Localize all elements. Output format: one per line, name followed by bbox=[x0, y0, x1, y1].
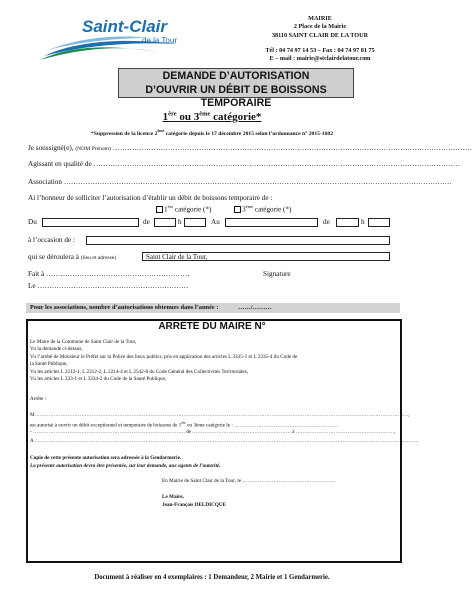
lieu-label: qui se déroulera à (lieu et adresse) bbox=[28, 253, 117, 261]
category1-checkbox[interactable] bbox=[156, 206, 163, 213]
mairie-title: MAIRIE bbox=[308, 15, 332, 22]
category3-option[interactable]: 3ème catégorie (*) bbox=[234, 204, 291, 213]
suppression-note: *Suppression de la licence 2ème catégorie depuis le 17 décembre 2015 selon l’ordonnance n° 2015-1682 bbox=[90, 128, 333, 137]
footer-note: Document à réaliser en 4 exemplaires : 1 Demandeur, 2 Mairie et 1 Gendarmerie. bbox=[94, 574, 330, 581]
arrete-m-field[interactable]: M………………………………………………………………………………………………………………………………………………………………………………………………, bbox=[30, 412, 410, 418]
logo-name: Saint-Clair bbox=[82, 17, 168, 36]
mairie-address bbox=[232, 15, 408, 63]
association-count-label: Pour les associations, nombre d’autorisations obtenues dans l’année : bbox=[30, 304, 219, 311]
de1-label: de bbox=[143, 218, 150, 226]
town-logo bbox=[38, 16, 208, 64]
arrete-copie: Copie de cette présente autorisation sera adressée à la Gendarmerie. bbox=[30, 455, 182, 461]
arrete-title: ARRÊTÉ DU MAIRE N° bbox=[158, 321, 266, 332]
arrete-presentee: La présente autorisation devra être présentée, sur leur demande, aux agents de l’autorité. bbox=[30, 463, 221, 469]
association-field[interactable]: Association ……………………………………………………………………………………………………………………………………………… bbox=[28, 178, 452, 186]
le-field[interactable]: Le ……………………………………………………… bbox=[28, 282, 189, 290]
arrete-a-field[interactable]: A …………………………………………………………………………………………………………………………………………………………………………………………………… bbox=[30, 438, 419, 444]
fait-field[interactable]: Fait à …………………………………………………… bbox=[28, 270, 190, 278]
arrete-label: Arrête : bbox=[30, 396, 46, 402]
soussigne-field[interactable]: Je soussigné(e), (NOM Prénom) …………………………………………………………………………………………………………………………………… bbox=[28, 144, 472, 152]
honneur-text: Ai l’honneur de solliciter l’autorisation d’établir un débit de boissons temporaire de : bbox=[28, 194, 273, 202]
title-line1: DEMANDE D’AUTORISATION bbox=[162, 70, 310, 82]
arrete-maire-name: Jean-François DELDICQUE bbox=[162, 502, 227, 508]
agissant-field[interactable]: Agissant en qualité de ……………………………………………………………………………………………………………………………………… bbox=[28, 160, 461, 168]
mairie-address2: 38110 SAINT CLAIR DE LA TOUR bbox=[271, 31, 369, 39]
arrete-line: Le Maire de la Commune de Saint Clair de la Tour, bbox=[30, 339, 137, 345]
arrete-considerants bbox=[30, 339, 398, 383]
mairie-email: E – mail : mairie@stclairdelatour.com bbox=[269, 55, 371, 63]
date-start-box[interactable] bbox=[42, 218, 139, 227]
date-end-box[interactable] bbox=[225, 218, 318, 227]
category3-checkbox[interactable] bbox=[234, 206, 241, 213]
arrete-line: Vu l’arrêté de Monsieur le Préfet sur la Police des lieux publics, pris en application des articles L 3335-1 et L 3335-4 du Code de bbox=[30, 353, 298, 360]
au-label: Au bbox=[211, 218, 220, 226]
arrete-line: Vu les articles L 2212-1, L 2212-2, L 2214-4 et L 2542-8 du Code Général des Collectivités Territoriales, bbox=[30, 368, 249, 375]
title-line2: D’OUVRIR UN DÉBIT DE BOISSONS TEMPORAIRE bbox=[145, 83, 327, 109]
category1-option[interactable]: 1ère catégorie (*) bbox=[156, 204, 211, 213]
arrete-en-mairie: En Mairie de Saint Clair de la Tour, le ……………………………………………… bbox=[162, 478, 336, 484]
arrete-date-field[interactable]: - ……………………………………………………………………………, de ………………………………………………… à …………………………………………………, bbox=[30, 429, 396, 435]
de2-label: de bbox=[323, 218, 330, 226]
arrete-line: Vu les articles L 333-1 et L 3334-2 du Code de la Santé Publique, bbox=[30, 376, 167, 383]
association-count-band bbox=[26, 303, 400, 313]
minute-start-box[interactable] bbox=[184, 218, 206, 227]
h2-label: h bbox=[361, 218, 365, 226]
association-count-value: ……/……… bbox=[238, 304, 272, 311]
arrete-line: Vu la demande ci-dessus, bbox=[30, 346, 83, 353]
h1-label: h bbox=[178, 218, 182, 226]
arrete-line: la Santé Publique, bbox=[30, 361, 68, 368]
mairie-phone: Tél : 04 74 97 14 53 – Fax : 04 74 97 81 75 bbox=[265, 46, 375, 54]
lieu-value: Saint Clair de la Tour, bbox=[146, 253, 208, 261]
minute-end-box[interactable] bbox=[368, 218, 390, 227]
signature-label: Signature bbox=[263, 270, 291, 278]
document-title bbox=[118, 68, 354, 109]
hour-end-box[interactable] bbox=[336, 218, 359, 227]
lieu-box[interactable] bbox=[142, 252, 390, 261]
occasion-box[interactable] bbox=[86, 236, 390, 245]
category-heading: 1ère ou 3ème catégorie* bbox=[162, 110, 262, 123]
occasion-label: à l’occasion de : bbox=[28, 236, 75, 244]
mairie-address1: 2 Place de la Mairie bbox=[293, 23, 347, 31]
logo-subname: de la Tour bbox=[142, 36, 177, 45]
arrete-le-maire: Le Maire, bbox=[162, 494, 184, 500]
hour-start-box[interactable] bbox=[154, 218, 176, 227]
arrete-authorise: est autorisé à ouvrir un débit exceptionnel et temporaire de boissons de 1ère ou 3ème catégorie le : …………………………………………………… bbox=[30, 421, 338, 429]
du-label: Du bbox=[28, 218, 37, 226]
